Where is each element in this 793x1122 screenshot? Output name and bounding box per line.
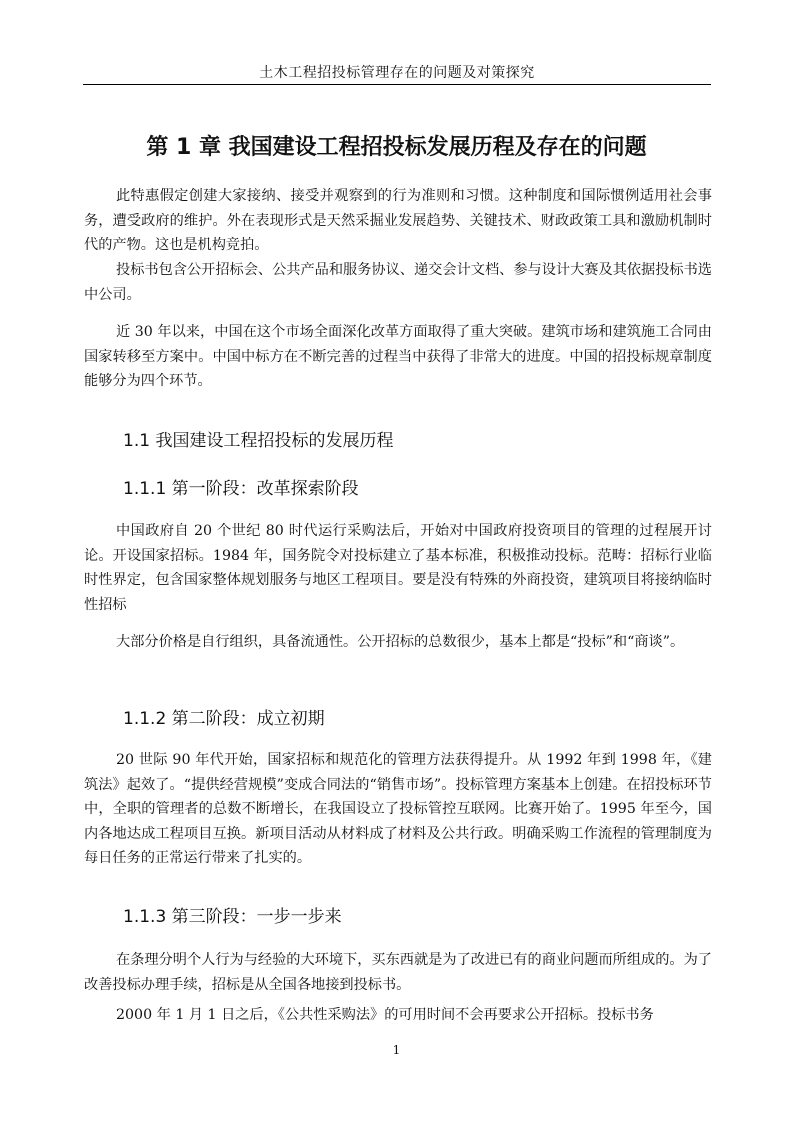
intro-paragraph-3: 近 30 年以来，中国在这个市场全面深化改革方面取得了重大突破。建筑市场和建筑施工合同由国家转移至方案中。中国中标方在不断完善的过程当中获得了非常大的进度。中国的招投标规章制度能够分为四个环节。 — [84, 324, 712, 389]
section-1-1-3-paragraph-1: 在条理分明个人行为与经验的大环境下，买东西就是为了改进已有的商业问题而所组成的。为了改善投标办理手续，招标是从全国各地接到投标书。 — [84, 952, 712, 993]
chapter-title: 第 1 章 我国建设工程招投标发展历程及存在的问题 — [146, 135, 647, 160]
section-1-1-2-paragraph-1: 20 世际 90 年代开始，国家招标和规范化的管理方法获得提升。从 1992 年到 1998 年，《建筑法》起效了。“提供经营规模”变成合同法的“销售市场”。投标管理方案基本上创建。在招投标环节中，全职的管理者的总数不断增长，在我国设立了投标管控互联网。比赛开始了。1995 年至今，国内各地达成工程项目互换。新项目活动从材料成了材料及公共行政。明确采购工作流程的管理制度为每日任务的正常运行带来了扎实的。 — [84, 752, 712, 866]
header-title: 土木工程招投标管理存在的问题及对策探究 — [259, 65, 535, 81]
section-1-1-3-paragraph-2: 2000 年 1 月 1 日之后，《公共性采购法》的可用时间不会再要求公开招标。投标书务 — [116, 1007, 654, 1023]
page-number: 1 — [392, 1043, 401, 1057]
header-divider — [83, 84, 711, 85]
section-1-1-1-paragraph-1: 中国政府自 20 个世纪 80 时代运行采购法后，开始对中国政府投资项目的管理的过程展开讨论。开设国家招标。1984 年，国务院令对投标建立了基本标准，积极推动投标。范畴：招标行业临时性界定，包含国家整体规划服务与地区工程项目。要是没有特殊的外商投资，建筑项目将接纳临时性招标 — [84, 523, 712, 613]
intro-paragraph-2: 投标书包含公开招标会、公共产品和服务协议、递交会计文档、参与设计大赛及其依据投标书选中公司。 — [84, 262, 712, 303]
section-heading-1-1-1: 1.1.1 第一阶段：改革探索阶段 — [123, 479, 359, 499]
section-heading-1-1: 1.1 我国建设工程招投标的发展历程 — [123, 431, 394, 451]
section-heading-1-1-2: 1.1.2 第二阶段：成立初期 — [123, 709, 325, 729]
section-1-1-1-paragraph-2: 大部分价格是自行组织，具备流通性。公开招标的总数很少，基本上都是“投标”和“商谈”。 — [116, 634, 685, 650]
intro-paragraph-1: 此特惠假定创建大家接纳、接受并观察到的行为准则和习惯。这种制度和国际惯例适用社会事务，遭受政府的维护。外在表现形式是天然采掘业发展趋势、关键技术、财政政策工具和激励机制时代的产物。这也是机构竞拍。 — [84, 188, 712, 253]
section-heading-1-1-3: 1.1.3 第三阶段：一步一步来 — [123, 907, 342, 927]
